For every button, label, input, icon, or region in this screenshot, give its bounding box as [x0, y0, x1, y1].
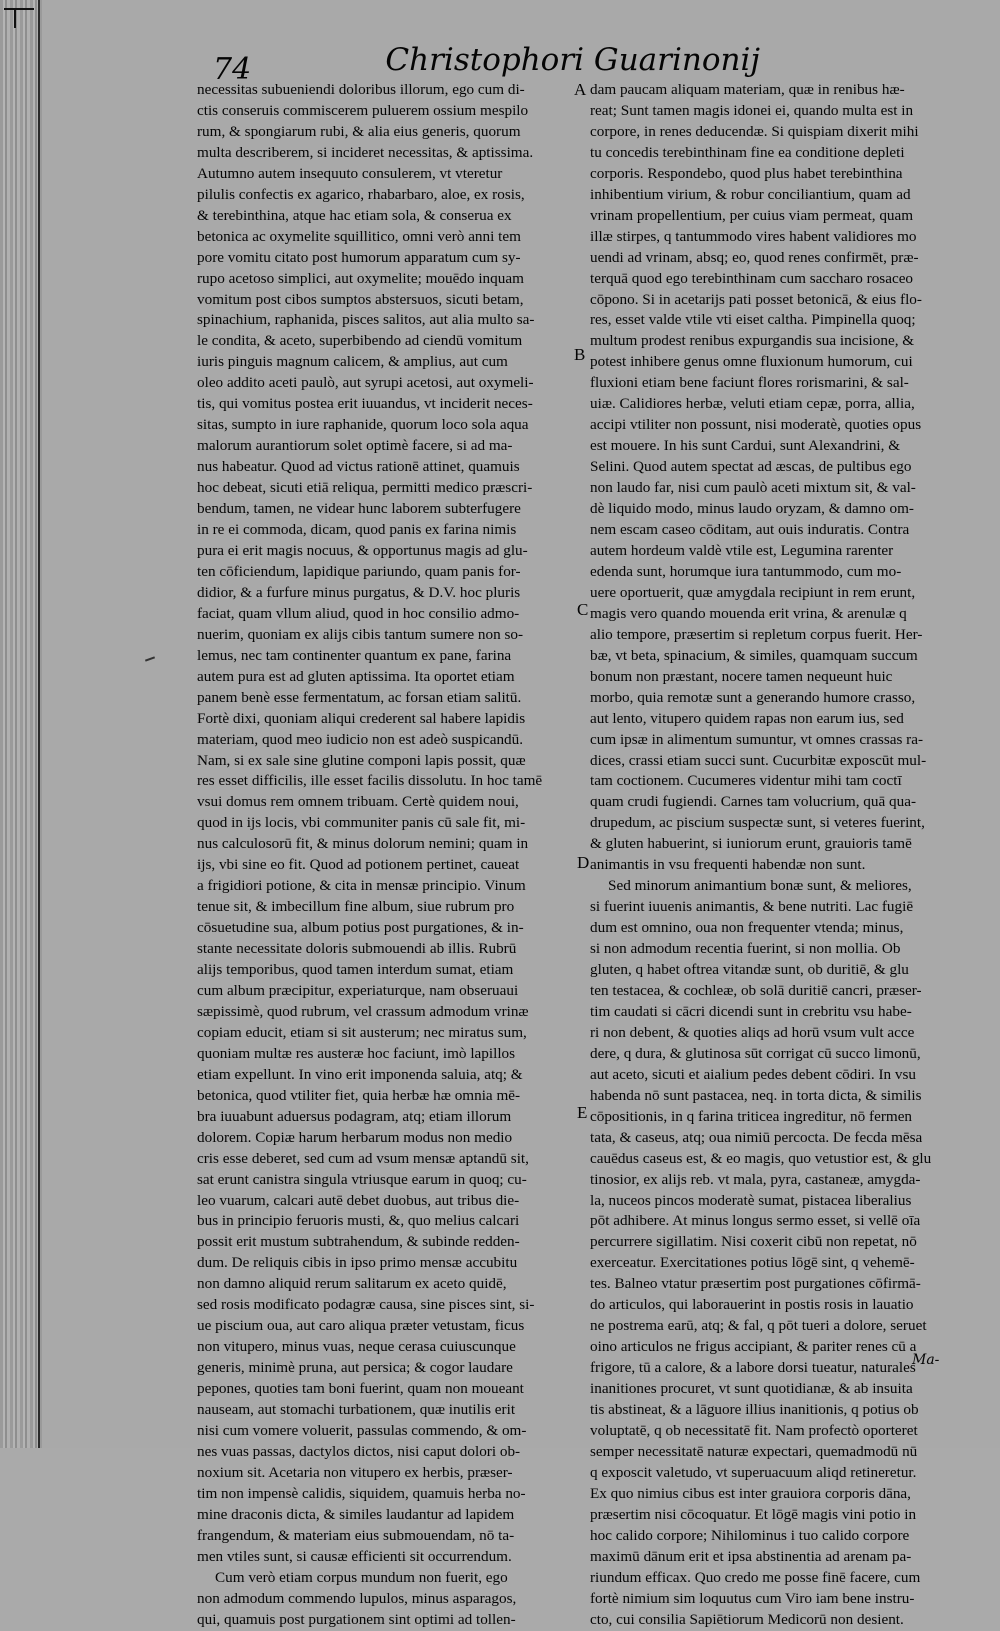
text-line: percurrere sigillatim. Nisi coxerit cibū non repetat, nō — [590, 1233, 917, 1251]
text-line: tim caudati si cācri dicendi sunt in crebritu vsu habe- — [590, 1002, 912, 1020]
text-line: tes. Balneo vtatur præsertim post purgationes cōfirmā- — [590, 1275, 921, 1293]
text-line: ri non debent, & quoties aliqs ad horū vsum vult acce — [590, 1023, 915, 1041]
text-line: potest inhibere genus omne fluxionum humorum, cui — [590, 353, 913, 371]
text-line: tis abstineat, & a lāguore illius inanitionis, q potius ob — [590, 1401, 919, 1419]
text-line: betonica, quod vtiliter fiet, quia herbæ hæ omnia mē- — [197, 1086, 521, 1104]
text-line: pore vomitu citato post humorum apparatum cum sy- — [197, 248, 521, 266]
text-line: Cum verò etiam corpus mundum non fuerit, ego — [215, 1568, 508, 1586]
text-line: stante necessitate doloris submouendi ab illis. Rubrū — [197, 940, 517, 958]
text-line: uiæ. Calidiores herbæ, veluti etiam cepæ, porra, allia, — [590, 395, 915, 413]
text-line: ne postrema earū, atq; & fal, q pōt tueri a dolore, seruet — [590, 1317, 927, 1335]
text-line: frangendum, & materiam eius submouendam, nō ta- — [197, 1526, 515, 1544]
text-line: etiam expellunt. In vino erit imponenda saluia, atq; & — [197, 1065, 523, 1083]
text-line: Selini. Quod autem spectat ad æscas, de pultibus ego — [590, 458, 912, 476]
text-line: tim non impensè calidis, siquidem, quamuis herba no- — [197, 1484, 526, 1502]
text-line: fluxioni etiam bene faciunt flores rorismarini, & sal- — [590, 374, 909, 392]
corner-mark-vertical — [14, 8, 16, 28]
text-line: pura ei erit magis nocuus, & opportunus magis ad glu- — [197, 541, 528, 559]
text-line: iuris pinguis magnum calicem, & amplius, aut cum — [197, 353, 508, 371]
text-line: malorum aurantiorum solet optimè facere, si ad ma- — [197, 437, 513, 455]
text-line: maximū dānum erit et ipsa abstinentia ad arenam pa- — [590, 1547, 912, 1565]
text-line: lemus, nec tam continenter quantum ex pane, farina — [197, 646, 512, 664]
text-line: la, nuceos pincos moderatè sumat, pistacea liberalius — [590, 1191, 912, 1209]
text-line: autem pura est ad gluten aptissima. Ita oportet etiam — [197, 667, 515, 685]
text-line: vrinam propellentium, per cuius viam permeat, quam — [590, 206, 914, 224]
text-line: riundum efficax. Quo credo me posse finē facere, cum — [590, 1568, 921, 1586]
text-line: si fuerint iuuenis animantis, & bene nutriti. Lac fugiē — [590, 898, 914, 916]
right-text-column — [590, 80, 965, 1631]
text-line: Fortè dixi, quoniam aliqui crederent sal habere lapidis — [197, 709, 526, 727]
text-line: rupo acetoso simplici, aut oxymelite; mouēdo inquam — [197, 269, 524, 287]
text-line: inhibentium virium, & robur conciliantium, quam ad — [590, 185, 911, 203]
text-line: le condita, & aceto, superbibendo ad ciendū vomitum — [197, 332, 523, 350]
text-line: fortè nimium sim loquutus cum Viro iam bene instru- — [590, 1589, 915, 1607]
text-line: dum. De reliquis cibis in ipso primo mensæ accubitu — [197, 1254, 518, 1272]
text-line: dum est omnino, oua non frequenter vtenda; minus, — [590, 919, 904, 937]
text-line: si non admodum recentia fuerint, si non mollia. Ob — [590, 940, 901, 958]
catchword: Ma- — [912, 1352, 940, 1368]
gutter-rule — [38, 0, 40, 1448]
text-line: præsertim nisi cōcoquatur. Et lōgē magis vini potio in — [590, 1505, 917, 1523]
text-line: Sed minorum animantium bonæ sunt, & meliores, — [608, 877, 912, 895]
text-line: ue piscium oua, aut caro aliqua præter vetustam, ficus — [197, 1317, 525, 1335]
text-line: didior, & a furfure minus purgatus, & D.V. hoc pluris — [197, 583, 521, 601]
text-line: Ex quo nimius cibus est inter grauiora corporis dāna, — [590, 1484, 911, 1502]
corner-mark — [4, 8, 34, 10]
text-line: qui, quamuis post purgationem sint optimi ad tollen- — [197, 1610, 516, 1628]
text-line: oino articulos ne frigus accipiant, & pariter renes cū a — [590, 1338, 917, 1356]
text-line: tata, & caseus, atq; oua nimiū percocta. De fecda mēsa — [590, 1128, 923, 1146]
text-line: cum album præcipitur, experiaturque, nam obseruaui — [197, 981, 519, 999]
text-line: vsui domus rem omnem tribuam. Certè quidem noui, — [197, 793, 519, 811]
text-line: alijs temporibus, quod tamen interdum sumat, etiam — [197, 961, 514, 979]
text-line: quam crudi fugiendi. Carnes tam volucrium, quā qua- — [590, 793, 917, 811]
text-line: a frigidiori potione, & cita in mensæ principio. Vinum — [197, 877, 526, 895]
text-line: habenda nō sunt pastacea, neq. in torta dicta, & similis — [590, 1086, 922, 1104]
text-line: frigore, tū a calore, & a labore dorsi tueatur, naturales — [590, 1359, 916, 1377]
text-line: cōsuetudine sua, album potius post purgationes, & in- — [197, 919, 524, 937]
text-line: illæ stirpes, q tantummodo vires habent validiores mo — [590, 227, 917, 245]
text-line: sæpissimè, quod rubrum, vel crassum admodum vrinæ — [197, 1002, 529, 1020]
text-line: mine draconis dicta, & similes laudantur ad lapidem — [197, 1505, 515, 1523]
text-line: dam paucam aliquam materiam, quæ in renibus hæ- — [590, 81, 905, 98]
text-line: cōpono. Si in acetarijs pati posset betonicā, & eius flo- — [590, 290, 922, 308]
text-line: do articulos, qui laborauerint in postis rosis in lauatio — [590, 1296, 914, 1314]
text-line: cris esse deberet, sed cum ad vsum mensæ aptandū sit, — [197, 1149, 529, 1167]
text-line: est mouere. In his sunt Cardui, sunt Alexandrini, & — [590, 437, 901, 455]
text-line: necessitas subueniendi doloribus illorum, ego cum di- — [197, 81, 525, 98]
text-line: tinosior, ex alijs reb. vt mala, pyra, castaneæ, amygda- — [590, 1170, 921, 1188]
text-line: nisi cum vomere voluerit, passulas commendo, & om- — [197, 1422, 527, 1439]
text-line: hoc debeat, sicuti etiā reliqua, permitti medico præscri- — [197, 479, 533, 497]
text-line: panem benè esse fermentatum, ac forsan etiam salitū. — [197, 688, 522, 706]
text-line: nuerim, quoniam ex alijs cibis tantum sumere non so- — [197, 625, 524, 643]
text-line: quod in ijs locis, vbi communiter panis cū sale fit, mi- — [197, 814, 526, 832]
text-line: oleo addito aceti paulò, aut syrupi acetosi, aut oxymeli- — [197, 374, 534, 392]
text-line: nes vuas passas, dactylos dictos, nisi caput dolori ob- — [197, 1442, 521, 1460]
text-line: possit erit mustum subtrahendum, & subinde redden- — [197, 1233, 520, 1251]
text-line: vomitum post cibos sumptos abstersuos, sicuti betam, — [197, 290, 524, 308]
text-line: accipi vtiliter non possunt, nisi moderatè, quoties opus — [590, 416, 922, 434]
text-line: Nam, si ex sale sine glutine componi lapis possit, quæ — [197, 751, 526, 769]
text-line: non laudo far, nisi cum paulò aceti mixtum sit, & val- — [590, 479, 916, 497]
text-line: sitas, sumpto in iure raphanide, quorum loco sola aqua — [197, 416, 529, 434]
text-line: dè liquido modo, minus laudo oryzam, & damno om- — [590, 500, 914, 518]
page-number: 74 — [213, 52, 252, 87]
text-line: generis, minimè pruna, aut persica; & cogor laudare — [197, 1359, 513, 1377]
text-line: ten cōficiendum, lapidique pariundo, quam panis for- — [197, 562, 521, 580]
binding-gutter — [0, 0, 42, 1448]
text-line: nauseam, aut stomachi turbationem, quæ inutilis erit — [197, 1401, 516, 1419]
text-line: edenda sunt, horumque iura tantummodo, cum mo- — [590, 562, 902, 580]
text-line: tis, qui vomitus postea erit iuuandus, vt inciderit neces- — [197, 395, 533, 413]
text-line: non damno aliquid rerum salitarum ex aceto quidē, — [197, 1275, 507, 1293]
text-line: drupedum, ac piscium suspectæ sunt, si veteres fuerint, — [590, 814, 925, 832]
text-line: nus habeatur. Quod ad victus rationē attinet, quamuis — [197, 458, 520, 476]
page-header — [205, 40, 760, 87]
text-line: inanitiones procuret, vt sunt quotidianæ, & ab insuita — [590, 1380, 913, 1398]
margin-letter-a: A — [574, 80, 587, 99]
text-line: voluptatē, q ob necessitatē fit. Nam profectò oporteret — [590, 1422, 918, 1439]
text-line: & terebinthina, atque hac etiam sola, & conserua ex — [197, 206, 512, 224]
running-head: Christophori Guarinonij — [385, 42, 760, 78]
text-line: quoniam multæ res austeræ hoc faciunt, imò lapillos — [197, 1044, 516, 1062]
text-line: & gluten habuerint, si iuniorum erunt, grauioris tamē — [590, 835, 912, 853]
text-line: res, esset valde vtile vti eiset caltha. Pimpinella quoq; — [590, 311, 916, 329]
text-line: ten testacea, & cochleæ, ob solā duritiē cancri, præser- — [590, 981, 922, 999]
text-line: aut aceto, sicuti et aialium pedes debent cōdiri. In vsu — [590, 1065, 917, 1083]
margin-letter-e: E — [577, 1103, 588, 1122]
margin-letter-b: B — [574, 345, 586, 364]
text-line: hoc calido corpore; Nihilominus i tuo calido corpore — [590, 1526, 910, 1544]
text-line: men vtiles sunt, si causæ efficienti sit occurrendum. — [197, 1547, 512, 1565]
text-line: corporis. Respondebo, quod plus habet terebinthina — [590, 164, 903, 182]
text-line: cōpositionis, in q farina triticea ingreditur, nō fermen — [590, 1107, 913, 1125]
text-line: alio tempore, præsertim si repletum corpus fuerit. Her- — [590, 625, 923, 643]
margin-letter-c: C — [577, 600, 589, 619]
text-line: spinachium, raphanida, pisces salitos, aut alia multo sa- — [197, 311, 535, 329]
text-line: multa describerem, si incideret necessitas, & aptissima. — [197, 143, 534, 161]
text-line: betonica ac oxymelite squillitico, omni verò anni tem — [197, 227, 521, 245]
text-line: dolorem. Copiæ harum herbarum modus non medio — [197, 1128, 513, 1146]
text-line: faciat, quam vllum aliud, quod in hoc consilio admo- — [197, 604, 520, 622]
text-line: cauēdus caseus est, & eo magis, quo vetustior est, & glu — [590, 1149, 932, 1167]
text-line: cum ipsæ in alimentum sumuntur, vt omnes crassas ra- — [590, 730, 924, 748]
text-line: copiam educit, etiam si sit austerum; nec miratus sum, — [197, 1023, 527, 1041]
text-line: bendum, tamen, ne videar hunc laborem subterfugere — [197, 500, 521, 518]
text-line: gluten, q habet oftrea vitandæ sunt, ob duritiē, & glu — [590, 961, 909, 979]
text-line: non vitupero, minus vuas, neque cerasa cuiuscunque — [197, 1338, 516, 1356]
text-line: ctis conseruis commiscerem puluerem ossium mespilo — [197, 101, 529, 119]
text-line: noxium sit. Acetaria non vitupero ex herbis, præser- — [197, 1463, 513, 1481]
text-line: pilulis confectis ex agarico, rhabarbaro, aloe, ex rosis, — [197, 185, 525, 203]
text-line: ijs, vbi sine eo fit. Quod ad potionem pertinet, caueat — [197, 856, 520, 874]
text-line: bæ, vt beta, spinacium, & similes, quamquam succum — [590, 646, 918, 664]
text-line: dere, q dura, & glutinosa sūt corrigat cū succo limonū, — [590, 1044, 921, 1062]
text-line: materiam, quod meo iudicio non est adeò suspicandū. — [197, 730, 524, 748]
text-line: in re ei commoda, dicam, quod panis ex farina nimis — [197, 521, 517, 539]
text-line: exerceatur. Exercitationes potius lōgē sint, q vehemē- — [590, 1254, 915, 1272]
text-line: uere oportuerit, quæ amygdala recipiunt in rem erunt, — [590, 583, 916, 601]
text-line: leo vuarum, calcari autē debet duobus, aut tribus die- — [197, 1191, 520, 1209]
text-line: dices, crassi etiam succi sunt. Cucurbitæ exposcūt mul- — [590, 751, 927, 769]
text-line: aut lento, vitupero quidem rapas non earum ius, sed — [590, 709, 904, 727]
text-line: nus calculosorū fit, & minus dolorum nemini; quam in — [197, 835, 529, 853]
text-line: bonum non præstant, nocere tamen nequeunt huic — [590, 667, 893, 685]
text-line: pepones, quoties tam boni fuerint, quam non moueant — [197, 1380, 524, 1398]
text-line: rum, & spongiarum rubi, & alia eius generis, quorum — [197, 122, 521, 140]
text-line: bus in principio feruoris musti, &, quo melius calcari — [197, 1212, 520, 1230]
text-line: morbo, quia remotæ sunt a generando humore crasso, — [590, 688, 916, 706]
text-line: multum prodest renibus expurgandis sua incisione, & — [590, 332, 915, 350]
text-line: non admodum commendo lupulos, minus asparagos, — [197, 1589, 517, 1607]
text-line: cto, cui consilia Sapiētiorum Medicorū non desient. — [590, 1610, 904, 1628]
text-line: corpore, in renes deducendæ. Si quispiam dixerit mihi — [590, 122, 919, 140]
text-line: sed rosis modificato podagræ causa, sine pisces sint, si- — [197, 1296, 535, 1314]
text-line: res esset difficilis, ille esset facilis dissolutu. In hoc tamē — [197, 772, 543, 790]
text-line: pōt adhibere. At minus longus sermo esset, si vellē oīa — [590, 1212, 921, 1230]
text-line: semper necessitatē naturæ expectari, quemadmodū nū — [590, 1442, 918, 1460]
text-line: sat erunt canistra singula vtriusque earum in quoq; cu- — [197, 1170, 527, 1188]
text-line: nem escam caseo cōditam, aut ouis induratis. Contra — [590, 521, 910, 539]
text-line: uendi ad vrinam, absq; eo, quod renes confirmēt, præ- — [590, 248, 919, 266]
ink-smudge — [145, 656, 155, 661]
margin-letter-d: D — [577, 853, 590, 872]
text-line: q exposcit valetudo, vt superuacuum aliqd retineretur. — [590, 1463, 917, 1481]
text-line: Autumno autem insequuto consulerem, vt vteretur — [197, 164, 503, 182]
text-line: terquā quod ego terebinthinam cum saccharo rosaceo — [590, 269, 914, 287]
text-line: magis vero quando mouenda erit vrina, & arenulæ q — [590, 604, 907, 622]
text-line: animantis in vsu frequenti habendæ non sunt. — [590, 856, 866, 874]
text-line: reat; Sunt tamen magis idonei ei, quando multa est in — [590, 101, 914, 119]
text-line: tu concedis terebinthinam fine ea conditione depleti — [590, 143, 905, 161]
text-line: autem hordeum valdè vtile est, Legumina rarenter — [590, 541, 894, 559]
text-line: bra iuuabunt aduersus podagram, atq; etiam illorum — [197, 1107, 512, 1125]
left-text-column — [197, 80, 575, 1631]
text-line: tam coctionem. Cucumeres videntur mihi tam coctī — [590, 772, 902, 790]
text-line: tenue sit, & imbecillum fine album, siue rubrum pro — [197, 898, 515, 916]
